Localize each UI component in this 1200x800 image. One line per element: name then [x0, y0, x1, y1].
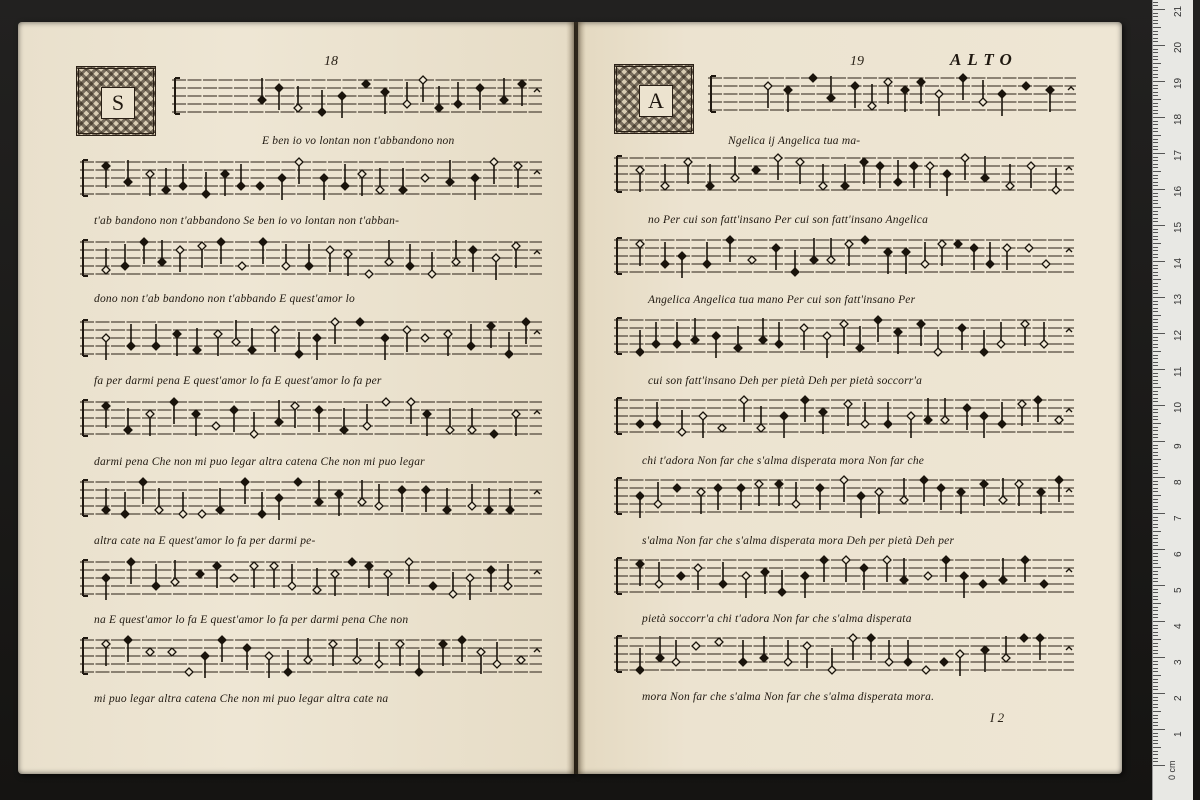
ruler-tick: [1153, 131, 1158, 132]
ruler-tick: [1153, 365, 1158, 366]
ruler-tick: [1153, 452, 1158, 453]
ruler-number: 19: [1173, 77, 1184, 89]
ruler-tick: [1153, 405, 1165, 406]
ruler-tick: [1153, 556, 1158, 557]
ruler-tick: [1153, 401, 1158, 402]
music-staff: [80, 474, 542, 526]
ruler-tick: [1153, 675, 1161, 676]
ruler-tick: [1153, 106, 1158, 107]
ruler-tick: [1153, 524, 1158, 525]
ruler-tick: [1153, 711, 1161, 712]
ruler-tick: [1153, 589, 1158, 590]
ruler-tick: [1153, 261, 1165, 262]
music-staff: [614, 552, 1074, 604]
ruler-tick: [1153, 581, 1158, 582]
ruler-tick: [1153, 761, 1158, 762]
music-staff: [614, 150, 1074, 202]
ruler-tick: [1153, 455, 1158, 456]
ruler-tick: [1153, 279, 1161, 280]
ruler-tick: [1153, 509, 1158, 510]
ruler-tick: [1153, 27, 1161, 28]
ruler-tick: [1153, 63, 1161, 64]
ruler-tick: [1153, 110, 1158, 111]
ruler-tick: [1153, 545, 1158, 546]
ruler-tick: [1153, 272, 1158, 273]
ruler-number: 2: [1173, 695, 1184, 701]
ruler-number: 20: [1173, 41, 1184, 53]
ruler-tick: [1153, 549, 1165, 550]
ruler-tick: [1153, 218, 1158, 219]
ruler-tick: [1153, 70, 1158, 71]
ruler-number: 11: [1173, 366, 1184, 377]
ruler-number: 7: [1173, 515, 1184, 521]
ruler-tick: [1153, 247, 1158, 248]
ruler-tick: [1153, 466, 1158, 467]
ruler-tick: [1153, 419, 1158, 420]
ruler-tick: [1153, 751, 1158, 752]
ruler-tick: [1153, 193, 1158, 194]
ruler-tick: [1153, 153, 1165, 154]
ruler-tick: [1153, 196, 1158, 197]
ruler-tick: [1153, 491, 1158, 492]
lyric-line: mi puo legar altra catena Che non mi puo legar altra cate na: [94, 693, 389, 705]
ruler-tick: [1153, 286, 1158, 287]
ruler-tick: [1153, 85, 1158, 86]
ruler-tick: [1153, 607, 1158, 608]
ruler-number: 21: [1173, 5, 1184, 17]
ruler-tick: [1153, 527, 1158, 528]
ruler-tick: [1153, 380, 1158, 381]
ruler-tick: [1153, 765, 1165, 766]
music-staff: [80, 314, 542, 366]
ruler-tick: [1153, 736, 1158, 737]
ruler-tick: [1153, 311, 1158, 312]
ruler-tick: [1153, 369, 1165, 370]
ruler-tick: [1153, 185, 1158, 186]
music-staff: [80, 394, 542, 446]
ruler-tick: [1153, 758, 1158, 759]
ruler-tick: [1153, 157, 1158, 158]
ruler-tick: [1153, 416, 1158, 417]
ruler-tick: [1153, 38, 1158, 39]
ruler-tick: [1153, 139, 1158, 140]
ruler-tick: [1153, 124, 1158, 125]
ruler-number: 17: [1173, 149, 1184, 161]
lyric-line: darmi pena Che non mi puo legar altra catena Che non mi puo legar: [94, 456, 425, 468]
ruler-tick: [1153, 725, 1158, 726]
decorated-initial-a: [614, 64, 694, 134]
ruler-tick: [1153, 398, 1158, 399]
ruler-tick: [1153, 13, 1158, 14]
ruler-tick: [1153, 117, 1165, 118]
ruler-tick: [1153, 733, 1158, 734]
ruler-tick: [1153, 506, 1158, 507]
ruler-tick: [1153, 689, 1158, 690]
ruler-tick: [1153, 621, 1165, 622]
ruler-tick: [1153, 473, 1158, 474]
ruler-tick: [1153, 661, 1158, 662]
ruler-tick: [1153, 513, 1165, 514]
ruler-tick: [1153, 563, 1158, 564]
lyric-line: s'alma Non far che s'alma disperata mora Deh per pietà Deh per: [642, 535, 955, 547]
left-page-number: 18: [324, 54, 338, 69]
ruler-tick: [1153, 585, 1165, 586]
lyric-line: fa per darmi pena E quest'amor lo fa E quest'amor lo fa per: [94, 375, 382, 387]
ruler-tick: [1153, 304, 1158, 305]
ruler-tick: [1153, 517, 1158, 518]
ruler-tick: [1153, 20, 1158, 21]
ruler-tick: [1153, 121, 1158, 122]
ruler-number: 14: [1173, 257, 1184, 269]
ruler-tick: [1153, 650, 1158, 651]
ruler-tick: [1153, 484, 1158, 485]
ruler-number: 9: [1173, 443, 1184, 449]
ruler-tick: [1153, 297, 1165, 298]
ruler-tick: [1153, 225, 1165, 226]
ruler-tick: [1153, 697, 1158, 698]
ruler-tick: [1153, 643, 1158, 644]
lyric-line: altra cate na E quest'amor lo fa per darmi pe-: [94, 535, 316, 547]
ruler-tick: [1153, 146, 1158, 147]
ruler-tick: [1153, 45, 1165, 46]
ruler-tick: [1153, 2, 1158, 3]
ruler-tick: [1153, 243, 1161, 244]
ruler-tick: [1153, 171, 1161, 172]
ruler-tick: [1153, 236, 1158, 237]
ruler-tick: [1153, 290, 1158, 291]
ruler-tick: [1153, 434, 1158, 435]
ruler-tick: [1153, 142, 1158, 143]
ruler-tick: [1153, 160, 1158, 161]
ruler-tick: [1153, 5, 1158, 6]
ruler-tick: [1153, 718, 1158, 719]
ruler-tick: [1153, 347, 1158, 348]
ruler-tick: [1153, 128, 1158, 129]
ruler-tick: [1153, 668, 1158, 669]
ruler-tick: [1153, 167, 1158, 168]
ruler-tick: [1153, 571, 1158, 572]
ruler-tick: [1153, 77, 1158, 78]
ruler-tick: [1153, 632, 1158, 633]
voice-part-label: ALTO: [950, 50, 1018, 69]
ruler-tick: [1153, 488, 1158, 489]
lyric-line: cui son fatt'insano Deh per pietà Deh per pietà soccorr'a: [648, 375, 923, 387]
ruler-tick: [1153, 535, 1158, 536]
ruler-tick: [1153, 445, 1158, 446]
music-staff: [614, 232, 1074, 284]
ruler-tick: [1153, 164, 1158, 165]
lyric-line: mora Non far che s'alma Non far che s'alma disperata mora.: [642, 691, 935, 703]
ruler-tick: [1153, 56, 1158, 57]
ruler-number: 1: [1173, 731, 1184, 737]
music-staff: [614, 630, 1074, 682]
ruler-tick: [1153, 729, 1165, 730]
ruler-tick: [1153, 41, 1158, 42]
ruler-tick: [1153, 34, 1158, 35]
ruler-tick: [1153, 412, 1158, 413]
ruler-tick: [1153, 340, 1158, 341]
ruler-tick: [1153, 135, 1161, 136]
ruler-tick: [1153, 574, 1158, 575]
ruler-tick: [1153, 553, 1158, 554]
book-gutter: [566, 22, 586, 774]
ruler-tick: [1153, 103, 1158, 104]
ruler-tick: [1153, 625, 1158, 626]
right-page-number: 19: [850, 54, 864, 69]
ruler-tick: [1153, 113, 1158, 114]
ruler-tick: [1153, 257, 1158, 258]
ruler-tick: [1153, 740, 1158, 741]
ruler-tick: [1153, 376, 1158, 377]
ruler-tick: [1153, 229, 1158, 230]
ruler-tick: [1153, 596, 1158, 597]
ruler-tick: [1153, 437, 1158, 438]
music-staff: [80, 632, 542, 684]
ruler-tick: [1153, 441, 1165, 442]
ruler-tick: [1153, 49, 1158, 50]
ruler-tick: [1153, 319, 1158, 320]
ruler-tick: [1153, 268, 1158, 269]
ruler-number: 3: [1173, 659, 1184, 665]
music-staff: [80, 154, 542, 206]
ruler-number: 8: [1173, 479, 1184, 485]
ruler-tick: [1153, 214, 1158, 215]
ruler-tick: [1153, 391, 1158, 392]
ruler-tick: [1153, 203, 1158, 204]
ruler-tick: [1153, 308, 1158, 309]
ruler-tick: [1153, 149, 1158, 150]
lyric-line: pietà soccorr'a chi t'adora Non far che s'alma disperata: [642, 613, 912, 625]
ruler-tick: [1153, 326, 1158, 327]
ruler-tick: [1153, 470, 1158, 471]
initial-letter: A: [639, 85, 673, 117]
ruler-tick: [1153, 427, 1158, 428]
ruler-tick: [1153, 599, 1158, 600]
ruler-tick: [1153, 481, 1158, 482]
ruler-tick: [1153, 232, 1158, 233]
ruler-tick: [1153, 423, 1161, 424]
ruler-tick: [1153, 383, 1158, 384]
ruler-number: 13: [1173, 293, 1184, 305]
ruler-tick: [1153, 679, 1158, 680]
ruler-tick: [1153, 337, 1158, 338]
ruler-tick: [1153, 265, 1158, 266]
ruler-tick: [1153, 531, 1161, 532]
ruler-tick: [1153, 704, 1158, 705]
ruler-tick: [1153, 628, 1158, 629]
ruler-tick: [1153, 635, 1158, 636]
ruler-tick: [1153, 700, 1158, 701]
ruler-tick: [1153, 23, 1158, 24]
ruler-tick: [1153, 686, 1158, 687]
music-staff: [614, 312, 1074, 364]
music-staff: [172, 72, 542, 124]
ruler-tick: [1153, 499, 1158, 500]
ruler-tick: [1153, 567, 1161, 568]
ruler-tick: [1153, 592, 1158, 593]
ruler-tick: [1153, 373, 1158, 374]
lyric-line: no Per cui son fatt'insano Per cui son fatt'insano Angelica: [648, 214, 929, 226]
music-staff: [708, 70, 1076, 122]
ruler-tick: [1153, 59, 1158, 60]
ruler-tick: [1153, 211, 1158, 212]
lyric-line: E ben io vo lontan non t'abbandono non: [262, 135, 455, 147]
ruler-tick: [1153, 754, 1158, 755]
ruler-tick: [1153, 707, 1158, 708]
ruler-tick: [1153, 95, 1158, 96]
ruler-tick: [1153, 182, 1158, 183]
ruler-tick: [1153, 617, 1158, 618]
measurement-ruler: [1152, 0, 1193, 800]
ruler-tick: [1153, 387, 1161, 388]
ruler-tick: [1153, 16, 1158, 17]
ruler-tick: [1153, 610, 1158, 611]
ruler-tick: [1153, 99, 1161, 100]
initial-letter: S: [101, 87, 135, 119]
ruler-tick: [1153, 362, 1158, 363]
ruler-tick: [1153, 351, 1161, 352]
ruler-tick: [1153, 682, 1158, 683]
lyric-line: dono non t'ab bandono non t'abbando E quest'amor lo: [94, 293, 355, 305]
signature-mark: I 2: [990, 710, 1005, 725]
ruler-unit-label: 0 cm: [1167, 760, 1177, 780]
ruler-tick: [1153, 67, 1158, 68]
ruler-tick: [1153, 239, 1158, 240]
ruler-tick: [1153, 283, 1158, 284]
ruler-tick: [1153, 542, 1158, 543]
ruler-number: 4: [1173, 623, 1184, 629]
lyric-line: Angelica Angelica tua mano Per cui son fatt'insano Per: [648, 294, 916, 306]
ruler-tick: [1153, 92, 1158, 93]
ruler-number: 16: [1173, 185, 1184, 197]
ruler-tick: [1153, 664, 1158, 665]
ruler-tick: [1153, 293, 1158, 294]
music-staff: [80, 234, 542, 286]
ruler-tick: [1153, 200, 1158, 201]
ruler-tick: [1153, 646, 1158, 647]
ruler-tick: [1153, 178, 1158, 179]
ruler-tick: [1153, 52, 1158, 53]
ruler-tick: [1153, 88, 1158, 89]
ruler-tick: [1153, 614, 1158, 615]
ruler-tick: [1153, 322, 1158, 323]
ruler-tick: [1153, 315, 1161, 316]
ruler-tick: [1153, 671, 1158, 672]
music-staff: [80, 554, 542, 606]
ruler-tick: [1153, 81, 1165, 82]
ruler-tick: [1153, 74, 1158, 75]
ruler-tick: [1153, 250, 1158, 251]
music-staff: [614, 472, 1074, 524]
ruler-tick: [1153, 502, 1158, 503]
ruler-tick: [1153, 329, 1158, 330]
ruler-tick: [1153, 275, 1158, 276]
ruler-tick: [1153, 430, 1158, 431]
ruler-tick: [1153, 9, 1165, 10]
ruler-tick: [1153, 538, 1158, 539]
ruler-tick: [1153, 722, 1158, 723]
ruler-tick: [1153, 715, 1158, 716]
ruler-tick: [1153, 747, 1161, 748]
ruler-tick: [1153, 578, 1158, 579]
ruler-number: 10: [1173, 401, 1184, 413]
ruler-tick: [1153, 31, 1158, 32]
ruler-tick: [1153, 175, 1158, 176]
lyric-line: t'ab bandono non t'abbandono Se ben io vo lontan non t'abban-: [94, 215, 400, 227]
ruler-tick: [1153, 603, 1161, 604]
ruler-tick: [1153, 657, 1165, 658]
lyric-line: chi t'adora Non far che s'alma disperata mora Non far che: [642, 455, 925, 467]
ruler-tick: [1153, 448, 1158, 449]
ruler-tick: [1153, 355, 1158, 356]
ruler-number: 6: [1173, 551, 1184, 557]
ruler-tick: [1153, 207, 1161, 208]
ruler-number: 12: [1173, 329, 1184, 341]
ruler-number: 5: [1173, 587, 1184, 593]
ruler-tick: [1153, 344, 1158, 345]
lyric-line: Ngelica ij Angelica tua ma-: [728, 135, 861, 147]
music-staff: [614, 392, 1074, 444]
ruler-tick: [1153, 639, 1161, 640]
ruler-tick: [1153, 743, 1158, 744]
ruler-tick: [1153, 459, 1161, 460]
ruler-tick: [1153, 221, 1158, 222]
ruler-tick: [1153, 301, 1158, 302]
ruler-tick: [1153, 477, 1165, 478]
ruler-tick: [1153, 520, 1158, 521]
ruler-tick: [1153, 333, 1165, 334]
ruler-tick: [1153, 653, 1158, 654]
ruler-tick: [1153, 693, 1165, 694]
ruler-tick: [1153, 189, 1165, 190]
ruler-tick: [1153, 358, 1158, 359]
ruler-tick: [1153, 409, 1158, 410]
ruler-tick: [1153, 254, 1158, 255]
ruler-tick: [1153, 560, 1158, 561]
ruler-number: 18: [1173, 113, 1184, 125]
ruler-tick: [1153, 394, 1158, 395]
ruler-tick: [1153, 495, 1161, 496]
ruler-number: 15: [1173, 221, 1184, 233]
lyric-line: na E quest'amor lo fa E quest'amor lo fa per darmi pena Che non: [94, 614, 409, 626]
decorated-initial-s: [76, 66, 156, 136]
ruler-tick: [1153, 463, 1158, 464]
